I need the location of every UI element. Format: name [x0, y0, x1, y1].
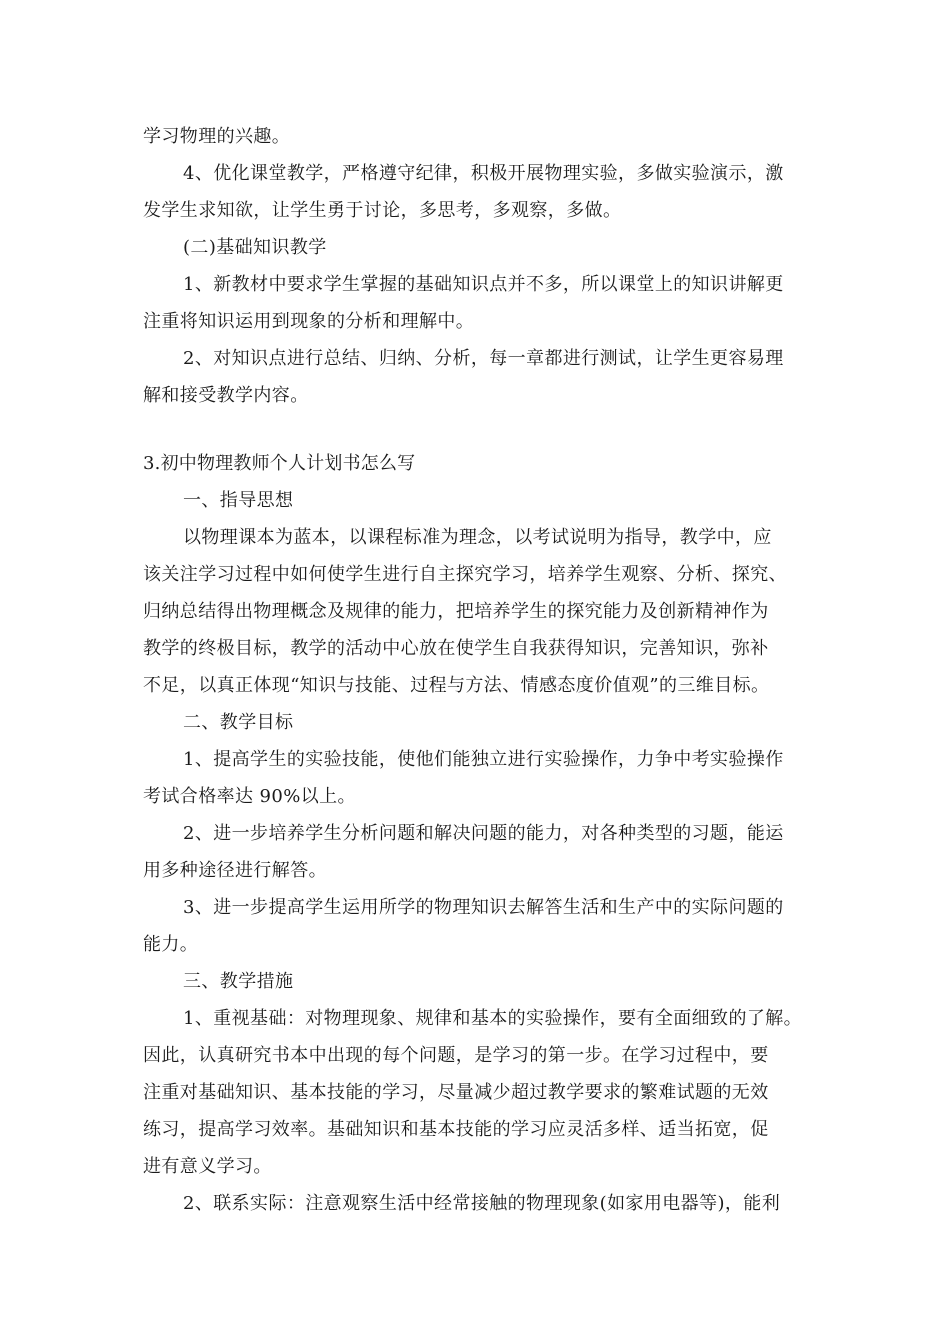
section-spacer — [143, 414, 809, 445]
subheading: 二、教学目标 — [183, 712, 294, 733]
paragraph-line: 1、提高学生的实验技能，使他们能独立进行实验操作，力争中考实验操作 — [183, 749, 784, 770]
document-body — [143, 118, 809, 1222]
paragraph-line: 注重对基础知识、基本技能的学习，尽量减少超过教学要求的繁难试题的无效 — [143, 1082, 769, 1103]
paragraph-line: 能力。 — [143, 934, 199, 955]
paragraph-line: 因此，认真研究书本中出现的每个问题，是学习的第一步。在学习过程中，要 — [143, 1045, 769, 1066]
paragraph-line: 教学的终极目标，教学的活动中心放在使学生自我获得知识，完善知识，弥补 — [143, 638, 769, 659]
subheading: 一、指导思想 — [183, 490, 294, 511]
subheading: (二)基础知识教学 — [183, 237, 327, 258]
paragraph-line: 该关注学习过程中如何使学生进行自主探究学习，培养学生观察、分析、探究、 — [143, 564, 787, 585]
paragraph-line: 注重将知识运用到现象的分析和理解中。 — [143, 311, 475, 332]
paragraph-line: 用多种途径进行解答。 — [143, 860, 327, 881]
paragraph-line: 1、新教材中要求学生掌握的基础知识点并不多，所以课堂上的知识讲解更 — [183, 274, 784, 295]
paragraph-line: 练习，提高学习效率。基础知识和基本技能的学习应灵活多样、适当拓宽，促 — [143, 1119, 769, 1140]
section-title: 3.初中物理教师个人计划书怎么写 — [143, 453, 416, 474]
paragraph-line: 2、联系实际：注意观察生活中经常接触的物理现象(如家用电器等)，能利 — [183, 1193, 781, 1214]
paragraph-line: 考试合格率达 90%以上。 — [143, 786, 356, 807]
paragraph-line: 解和接受教学内容。 — [143, 385, 309, 406]
paragraph-line: 3、进一步提高学生运用所学的物理知识去解答生活和生产中的实际问题的 — [183, 897, 784, 918]
paragraph-line: 以物理课本为蓝本，以课程标准为理念，以考试说明为指导，教学中，应 — [183, 527, 772, 548]
paragraph-line: 归纳总结得出物理概念及规律的能力，把培养学生的探究能力及创新精神作为 — [143, 601, 769, 622]
subheading: 三、教学措施 — [183, 971, 294, 992]
paragraph-line: 1、重视基础：对物理现象、规律和基本的实验操作，要有全面细致的了解。 — [183, 1008, 803, 1029]
paragraph-line: 学习物理的兴趣。 — [143, 126, 291, 147]
paragraph-line: 进有意义学习。 — [143, 1156, 272, 1177]
paragraph-line: 发学生求知欲，让学生勇于讨论，多思考，多观察，多做。 — [143, 200, 622, 221]
paragraph-line: 4、优化课堂教学，严格遵守纪律，积极开展物理实验，多做实验演示，激 — [183, 163, 784, 184]
paragraph-line: 不足，以真正体现“知识与技能、过程与方法、情感态度价值观”的三维目标。 — [143, 675, 770, 696]
paragraph-line: 2、对知识点进行总结、归纳、分析，每一章都进行测试，让学生更容易理 — [183, 348, 784, 369]
paragraph-line: 2、进一步培养学生分析问题和解决问题的能力，对各种类型的习题，能运 — [183, 823, 784, 844]
